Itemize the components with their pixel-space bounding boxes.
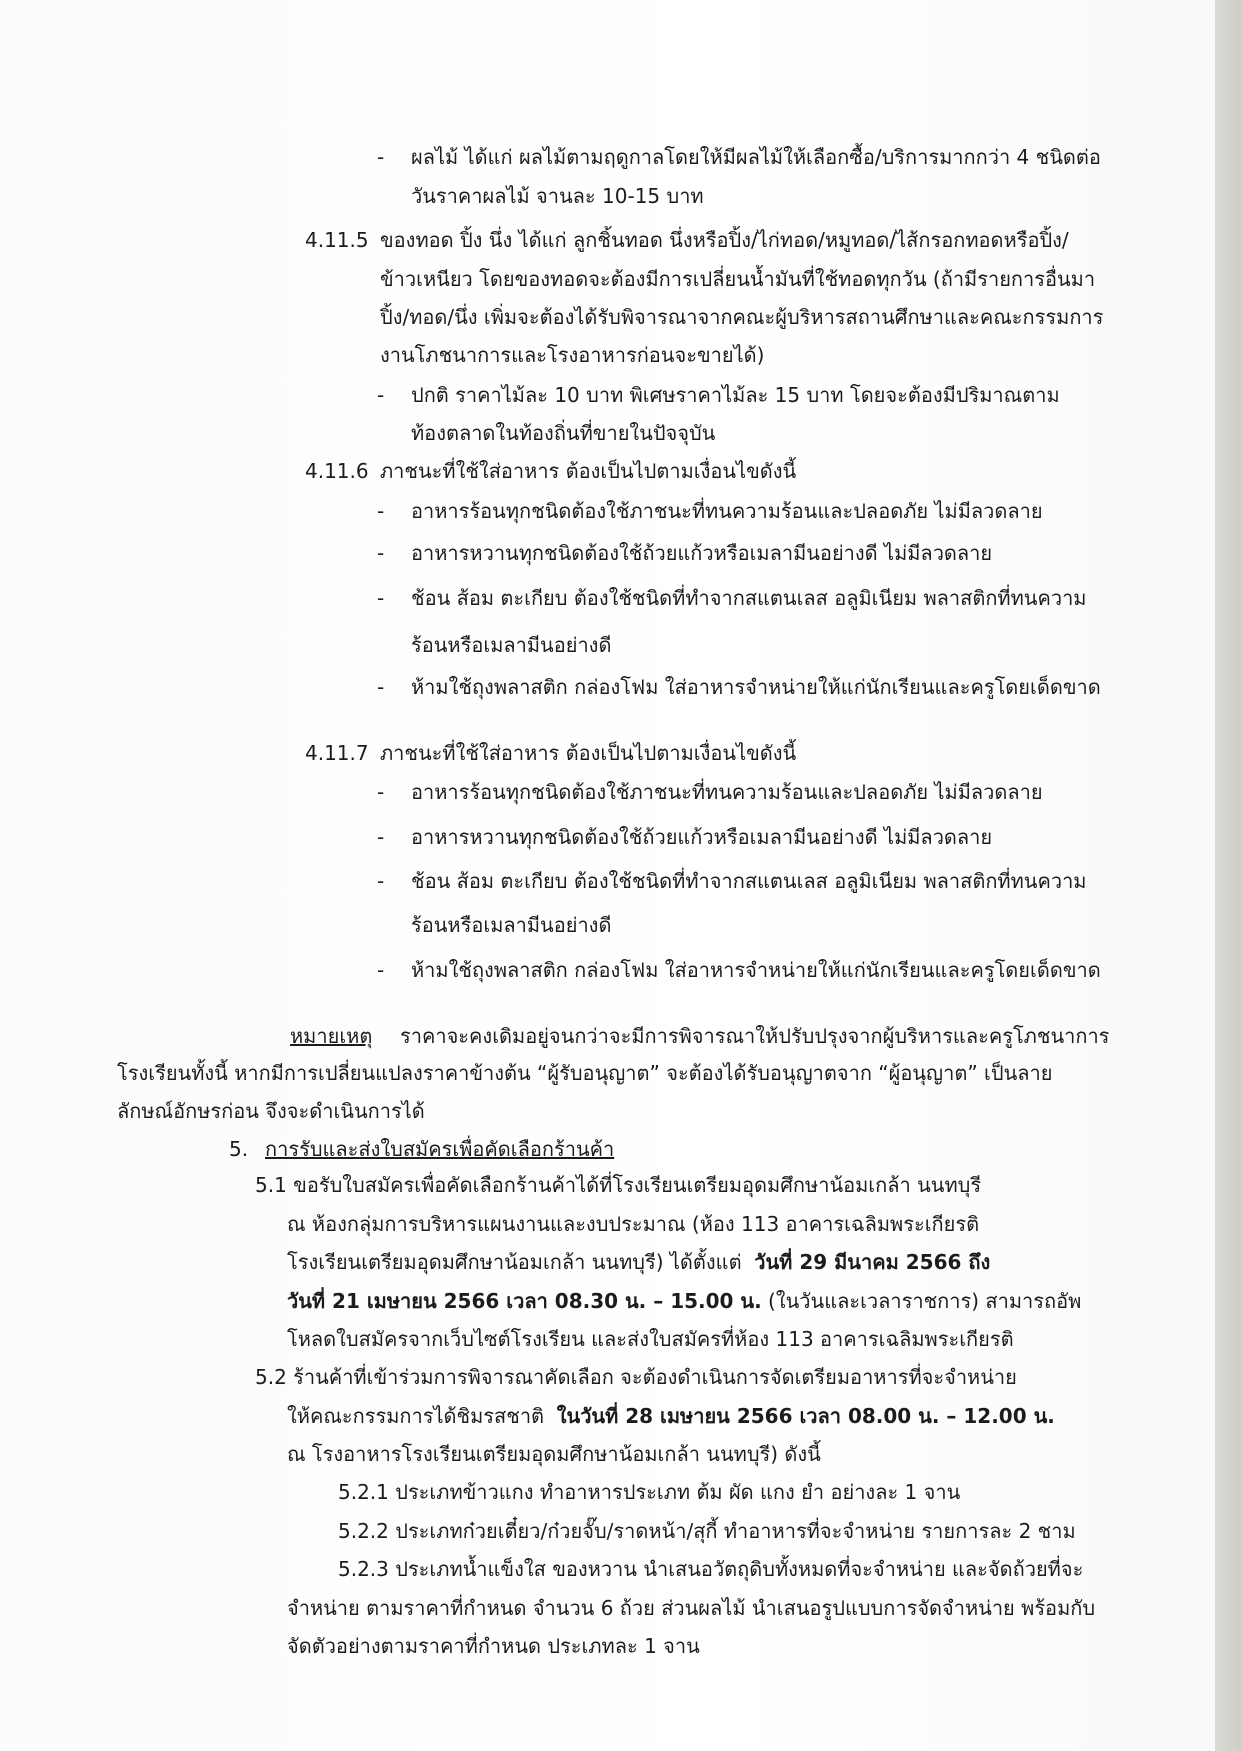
bullet-dash: -: [377, 145, 385, 169]
s5-1-line-5: โหลดใบสมัครจากเว็บไซต์โรงเรียน และส่งใบสมัครที่ห้อง 113 อาคารเฉลิมพระเกียรติ: [287, 1327, 1014, 1351]
note-label: หมายเหตุ: [290, 1024, 373, 1048]
section-4-11-7-bullet-3-line-2: ร้อนหรือเมลามีนอย่างดี: [411, 913, 612, 937]
price-line-2: ท้องตลาดในท้องถิ่นที่ขายในปัจจุบัน: [411, 421, 716, 445]
s5-2-line-1: 5.2 ร้านค้าที่เข้าร่วมการพิจารณาคัดเลือก จะต้องดำเนินการจัดเตรียมอาหารที่จะจำหน่าย: [255, 1365, 1017, 1389]
section-4-11-6-bullet-4: ห้ามใช้ถุงพลาสติก กล่องโฟม ใส่อาหารจำหน่ายให้แก่นักเรียนและครูโดยเด็ดขาด: [411, 675, 1101, 699]
s5-1-line-4: วันที่ 21 เมษายน 2566 เวลา 08.30 น. – 15.00 น. (ในวันและเวลาราชการ) สามารถอัพ: [287, 1289, 1082, 1313]
s5-1-line-1: 5.1 ขอรับใบสมัครเพื่อคัดเลือกร้านค้าได้ที่โรงเรียนเตรียมอุดมศึกษาน้อมเกล้า นนทบุรี: [255, 1173, 982, 1197]
s5-2-3-line-3: จัดตัวอย่างตามราคาที่กำหนด ประเภทละ 1 จาน: [287, 1634, 700, 1658]
section-4-11-6-bullet-3-line-2: ร้อนหรือเมลามีนอย่างดี: [411, 633, 612, 657]
s5-2-line-3: ณ โรงอาหารโรงเรียนเตรียมอุดมศึกษาน้อมเกล้า นนทบุรี) ดังนี้: [287, 1442, 821, 1466]
bullet-dash: -: [377, 869, 385, 893]
section-4-11-6-bullet-3-line-1: ช้อน ส้อม ตะเกียบ ต้องใช้ชนิดที่ทำจากสแตนเลส อลูมิเนียม พลาสติกที่ทนความ: [411, 586, 1087, 610]
fruit-line-2: วันราคาผลไม้ จานละ 10-15 บาท: [411, 184, 704, 208]
section-5-title: การรับและส่งใบสมัครเพื่อคัดเลือกร้านค้า: [265, 1137, 615, 1161]
section-4-11-7-bullet-3-line-1: ช้อน ส้อม ตะเกียบ ต้องใช้ชนิดที่ทำจากสแตนเลส อลูมิเนียม พลาสติกที่ทนความ: [411, 869, 1087, 893]
s5-2-3-line-1: 5.2.3 ประเภทน้ำแข็งใส ของหวาน นำเสนอวัตถุดิบทั้งหมดที่จะจำหน่าย และจัดถ้วยที่จะ: [338, 1557, 1084, 1581]
tasting-date: ในวันที่ 28 เมษายน 2566 เวลา 08.00 น. – 12.00 น.: [556, 1404, 1055, 1428]
section-5-number: 5.: [229, 1137, 249, 1161]
section-4-11-7-bullet-4: ห้ามใช้ถุงพลาสติก กล่องโฟม ใส่อาหารจำหน่ายให้แก่นักเรียนและครูโดยเด็ดขาด: [411, 958, 1101, 982]
section-4-11-5-line-1: ของทอด ปิ้ง นึ่ง ได้แก่ ลูกชิ้นทอด นึ่งหรือปิ้ง/ไก่ทอด/หมูทอด/ไส้กรอกทอดหรือปิ้ง/: [380, 228, 1069, 252]
section-4-11-5-line-3: ปิ้ง/ทอด/นึ่ง เพิ่มจะต้องได้รับพิจารณาจากคณะผู้บริหารสถานศึกษาและคณะกรรมการ: [380, 305, 1104, 329]
date-range-start: วันที่ 29 มีนาคม 2566 ถึง: [754, 1250, 991, 1274]
s5-2-1: 5.2.1 ประเภทข้าวแกง ทำอาหารประเภท ต้ม ผัด แกง ยำ อย่างละ 1 จาน: [338, 1480, 961, 1504]
s5-1-line-3: โรงเรียนเตรียมอุดมศึกษาน้อมเกล้า นนทบุรี) ได้ตั้งแต่ วันที่ 29 มีนาคม 2566 ถึง: [287, 1250, 991, 1274]
s5-2-3-line-2: จำหน่าย ตามราคาที่กำหนด จำนวน 6 ถ้วย ส่วนผลไม้ นำเสนอรูปแบบการจัดจำหน่าย พร้อมกับ: [287, 1596, 1096, 1620]
section-4-11-6-title: ภาชนะที่ใช้ใส่อาหาร ต้องเป็นไปตามเงื่อนไขดังนี้: [380, 459, 797, 483]
section-4-11-6-bullet-1: อาหารร้อนทุกชนิดต้องใช้ภาชนะที่ทนความร้อนและปลอดภัย ไม่มีลวดลาย: [411, 499, 1043, 523]
note-line-1: ราคาจะคงเดิมอยู่จนกว่าจะมีการพิจารณาให้ปรับปรุงจากผู้บริหารและครูโภชนาการ: [400, 1024, 1110, 1048]
bullet-dash: -: [377, 675, 385, 699]
bullet-dash: -: [377, 958, 385, 982]
note-line-3: ลักษณ์อักษรก่อน จึงจะดำเนินการได้: [117, 1099, 425, 1123]
bullet-dash: -: [377, 499, 385, 523]
section-4-11-7-title: ภาชนะที่ใช้ใส่อาหาร ต้องเป็นไปตามเงื่อนไขดังนี้: [380, 741, 797, 765]
bullet-dash: -: [377, 541, 385, 565]
section-4-11-6-number: 4.11.6: [305, 459, 369, 483]
fruit-line-1: ผลไม้ ได้แก่ ผลไม้ตามฤดูกาลโดยให้มีผลไม้ให้เลือกซื้อ/บริการมากกว่า 4 ชนิดต่อ: [411, 145, 1101, 169]
bullet-dash: -: [377, 780, 385, 804]
section-4-11-7-bullet-2: อาหารหวานทุกชนิดต้องใช้ถ้วยแก้วหรือเมลามีนอย่างดี ไม่มีลวดลาย: [411, 825, 993, 849]
section-4-11-5-line-4: งานโภชนาการและโรงอาหารก่อนจะขายได้): [380, 343, 765, 367]
date-range-end: วันที่ 21 เมษายน 2566 เวลา 08.30 น. – 15.00 น.: [287, 1289, 762, 1313]
s5-2-line-2: ให้คณะกรรมการได้ชิมรสชาติ ในวันที่ 28 เมษายน 2566 เวลา 08.00 น. – 12.00 น.: [287, 1404, 1055, 1428]
bullet-dash: -: [377, 825, 385, 849]
bullet-dash: -: [377, 383, 385, 407]
price-line-1: ปกติ ราคาไม้ละ 10 บาท พิเศษราคาไม้ละ 15 บาท โดยจะต้องมีปริมาณตาม: [411, 383, 1060, 407]
section-4-11-7-bullet-1: อาหารร้อนทุกชนิดต้องใช้ภาชนะที่ทนความร้อนและปลอดภัย ไม่มีลวดลาย: [411, 780, 1043, 804]
section-4-11-5-number: 4.11.5: [305, 228, 369, 252]
s5-2-2: 5.2.2 ประเภทก๋วยเตี๋ยว/ก๋วยจั๊บ/ราดหน้า/สุกี้ ทำอาหารที่จะจำหน่าย รายการละ 2 ชาม: [338, 1519, 1076, 1543]
note-line-2: โรงเรียนทั้งนี้ หากมีการเปลี่ยนแปลงราคาข้างต้น “ผู้รับอนุญาต” จะต้องได้รับอนุญาตจาก “ผู้อนุญาต” เป็นลาย: [117, 1061, 1053, 1085]
s5-1-line-2: ณ ห้องกลุ่มการบริหารแผนงานและงบประมาณ (ห้อง 113 อาคารเฉลิมพระเกียรติ: [287, 1212, 980, 1236]
section-4-11-5-line-2: ข้าวเหนียว โดยของทอดจะต้องมีการเปลี่ยนน้ำมันที่ใช้ทอดทุกวัน (ถ้ามีรายการอื่นมา: [380, 267, 1096, 291]
page-edge-shadow: [1215, 0, 1241, 1751]
section-4-11-7-number: 4.11.7: [305, 741, 369, 765]
bullet-dash: -: [377, 586, 385, 610]
section-4-11-6-bullet-2: อาหารหวานทุกชนิดต้องใช้ถ้วยแก้วหรือเมลามีนอย่างดี ไม่มีลวดลาย: [411, 541, 993, 565]
